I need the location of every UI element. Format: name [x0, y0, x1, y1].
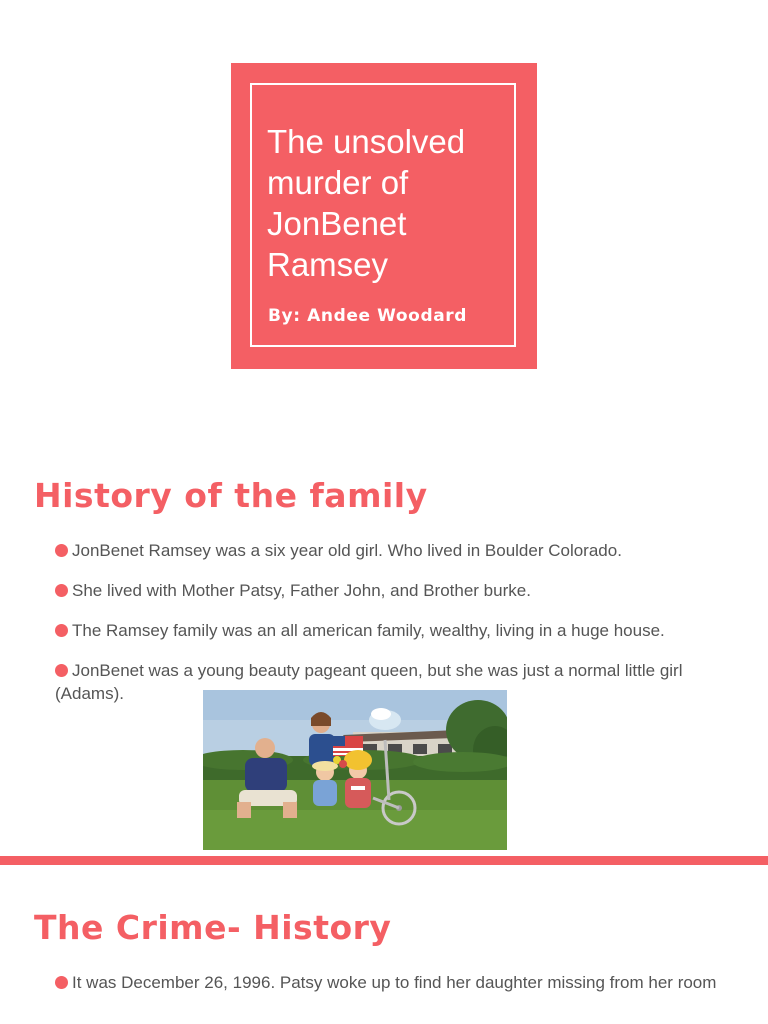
section-heading-crime-history: The Crime- History [34, 908, 392, 947]
bullet-item: She lived with Mother Patsy, Father John, and Brother burke. [55, 579, 735, 602]
bullet-dot-icon [55, 544, 68, 557]
bullet-dot-icon [55, 584, 68, 597]
section-heading-history-family: History of the family [34, 476, 428, 515]
author-byline: By: Andee Woodard [268, 306, 468, 326]
presentation-title: The unsolved murder of JonBenet Ramsey [267, 123, 466, 283]
bullet-item: The Ramsey family was an all american family, wealthy, living in a huge house. [55, 619, 735, 642]
bullet-item: JonBenet Ramsey was a six year old girl. Who lived in Boulder Colorado. [55, 539, 735, 562]
bullet-dot-icon [55, 664, 68, 677]
title-card [231, 63, 537, 369]
family-photo [203, 690, 507, 850]
bullet-item: JonBenet was a young beauty pageant queen, but she was just a normal little girl (Adams). [55, 661, 683, 703]
bullet-dot-icon [55, 976, 68, 989]
bullet-dot-icon [55, 624, 68, 637]
slide-divider [0, 856, 768, 865]
bullet-item: It was December 26, 1996. Patsy woke up to find her daughter missing from her room [55, 971, 735, 994]
